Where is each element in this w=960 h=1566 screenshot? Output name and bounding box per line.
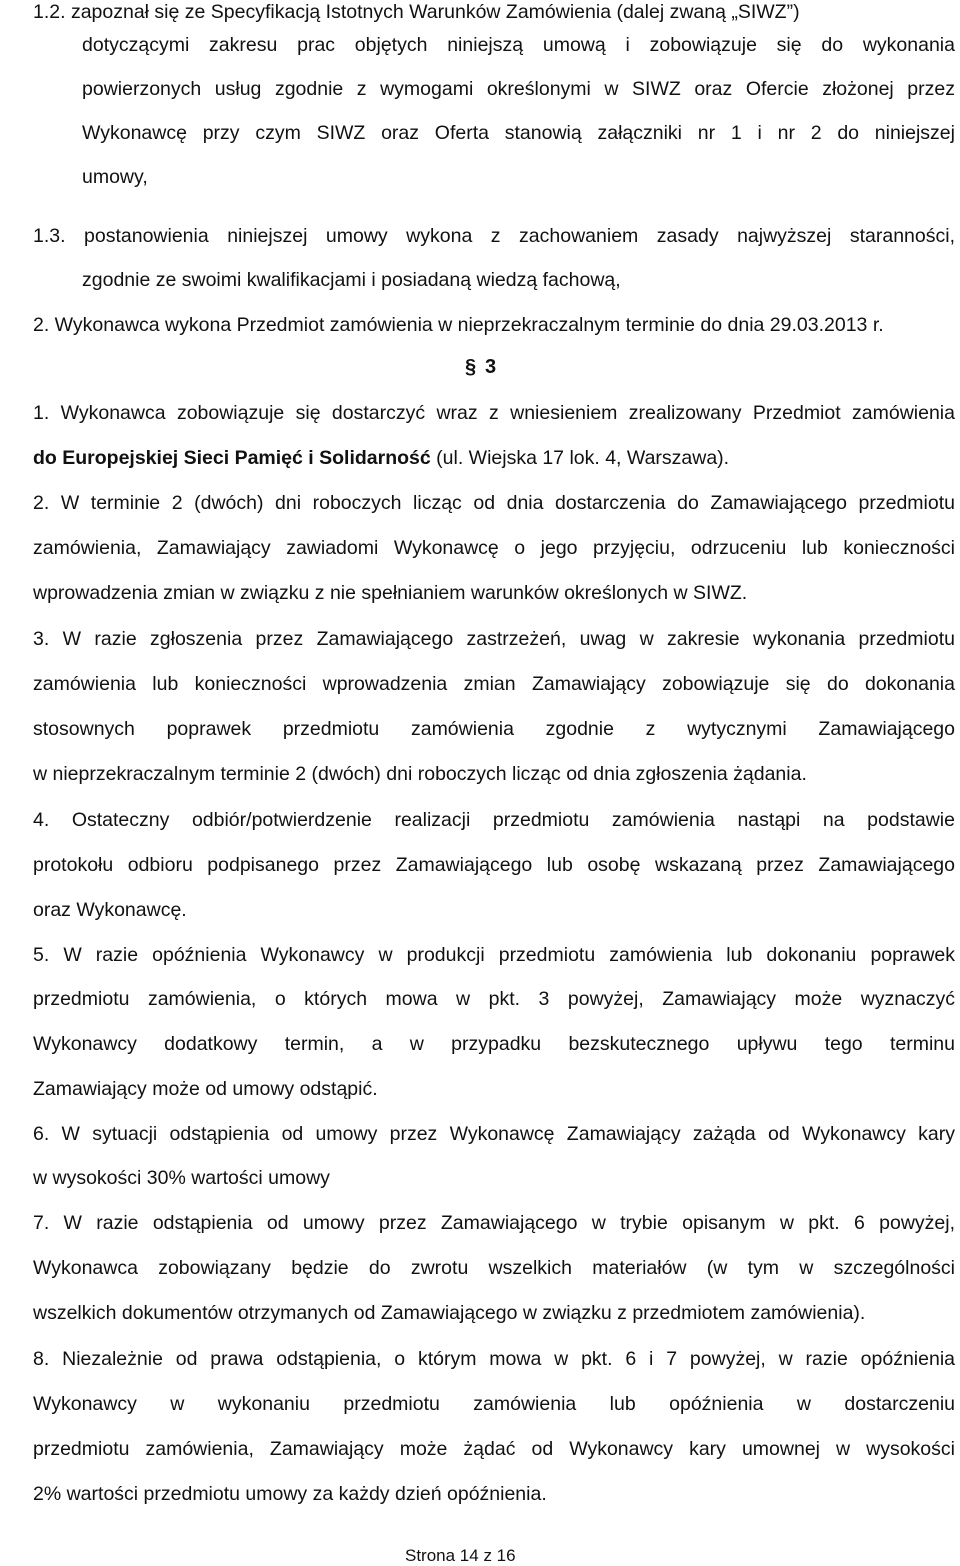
text-line: 4. Ostateczny odbiór/potwierdzenie realizacji przedmiotu zamówienia nastąpi na podstawie	[33, 809, 955, 831]
text-line: w nieprzekraczalnym terminie 2 (dwóch) dni roboczych licząc od dnia zgłoszenia żądania.	[33, 763, 807, 785]
text-line: przedmiotu zamówienia, o których mowa w pkt. 3 powyżej, Zamawiający może wyznaczyć	[33, 988, 955, 1010]
organization-name: do Europejskiej Sieci Pamięć i Solidarność	[33, 447, 431, 469]
text-line: zamówienia lub konieczności wprowadzenia zmian Zamawiający zobowiązuje się do dokonania	[33, 673, 955, 695]
section-number: 3	[485, 356, 497, 378]
text-line: Wykonawcy w wykonaniu przedmiotu zamówienia lub opóźnienia w dostarczeniu	[33, 1393, 955, 1415]
text-line: 2% wartości przedmiotu umowy za każdy dzień opóźnienia.	[33, 1483, 547, 1505]
text-line: zamówienia, Zamawiający zawiadomi Wykonawcę o jego przyjęciu, odrzuceniu lub konieczności	[33, 537, 955, 559]
page-number-footer: Strona 14 z 16	[405, 1546, 516, 1565]
text-line: oraz Wykonawcę.	[33, 899, 187, 921]
text-line: wprowadzenia zmian w związku z nie spełnianiem warunków określonych w SIWZ.	[33, 582, 748, 604]
text-line: umowy,	[82, 166, 148, 188]
text-line: 1.2. zapoznał się ze Specyfikacją Istotnych Warunków Zamówienia (dalej zwaną „SIWZ”)	[33, 1, 800, 23]
text-line: zgodnie ze swoimi kwalifikacjami i posiadaną wiedzą fachową,	[82, 269, 621, 291]
text-line: dotyczącymi zakresu prac objętych niniejszą umową i zobowiązuje się do wykonania	[82, 34, 955, 56]
text-line: Wykonawca zobowiązany będzie do zwrotu wszelkich materiałów (w tym w szczególności	[33, 1257, 955, 1279]
text-line: 3. W razie zgłoszenia przez Zamawiającego zastrzeżeń, uwag w zakresie wykonania przedmiotu	[33, 628, 955, 650]
text-line: Wykonawcy dodatkowy termin, a w przypadku bezskutecznego upływu tego terminu	[33, 1033, 955, 1055]
address-text: (ul. Wiejska 17 lok. 4, Warszawa).	[430, 447, 730, 469]
text-line: przedmiotu zamówienia, Zamawiający może żądać od Wykonawcy kary umownej w wysokości	[33, 1438, 955, 1460]
text-line: w wysokości 30% wartości umowy	[33, 1167, 330, 1189]
text-line: 6. W sytuacji odstąpienia od umowy przez Wykonawcę Zamawiający zażąda od Wykonawcy kary	[33, 1123, 955, 1145]
text-line: wszelkich dokumentów otrzymanych od Zamawiającego w związku z przedmiotem zamówienia).	[33, 1302, 866, 1324]
text-line: 2. W terminie 2 (dwóch) dni roboczych licząc od dnia dostarczenia do Zamawiającego przedmiotu	[33, 492, 955, 514]
text-line: 1.3. postanowienia niniejszej umowy wykona z zachowaniem zasady najwyższej staranności,	[33, 225, 955, 247]
text-line: 2. Wykonawca wykona Przedmiot zamówienia w nieprzekraczalnym terminie do dnia 29.03.2013 r.	[33, 314, 884, 336]
text-line: 7. W razie odstąpienia od umowy przez Zamawiającego w trybie opisanym w pkt. 6 powyżej,	[33, 1212, 955, 1234]
text-line: powierzonych usług zgodnie z wymogami określonymi w SIWZ oraz Ofercie złożonej przez	[82, 78, 955, 100]
section-heading	[465, 356, 496, 379]
text-line: Wykonawcę przy czym SIWZ oraz Oferta stanowią załączniki nr 1 i nr 2 do niniejszej	[82, 122, 955, 144]
text-line: protokołu odbioru podpisanego przez Zamawiającego lub osobę wskazaną przez Zamawiającego	[33, 854, 955, 876]
text-line: 5. W razie opóźnienia Wykonawcy w produkcji przedmiotu zamówienia lub dokonaniu poprawek	[33, 944, 955, 966]
text-line: Zamawiający może od umowy odstąpić.	[33, 1078, 378, 1100]
text-line: stosownych poprawek przedmiotu zamówienia zgodnie z wytycznymi Zamawiającego	[33, 718, 955, 740]
section-sign: §	[465, 356, 477, 378]
text-line	[33, 446, 729, 470]
text-line: 1. Wykonawca zobowiązuje się dostarczyć wraz z wniesieniem zrealizowany Przedmiot zamówienia	[33, 402, 955, 424]
text-line: 8. Niezależnie od prawa odstąpienia, o którym mowa w pkt. 6 i 7 powyżej, w razie opóźnienia	[33, 1348, 955, 1370]
